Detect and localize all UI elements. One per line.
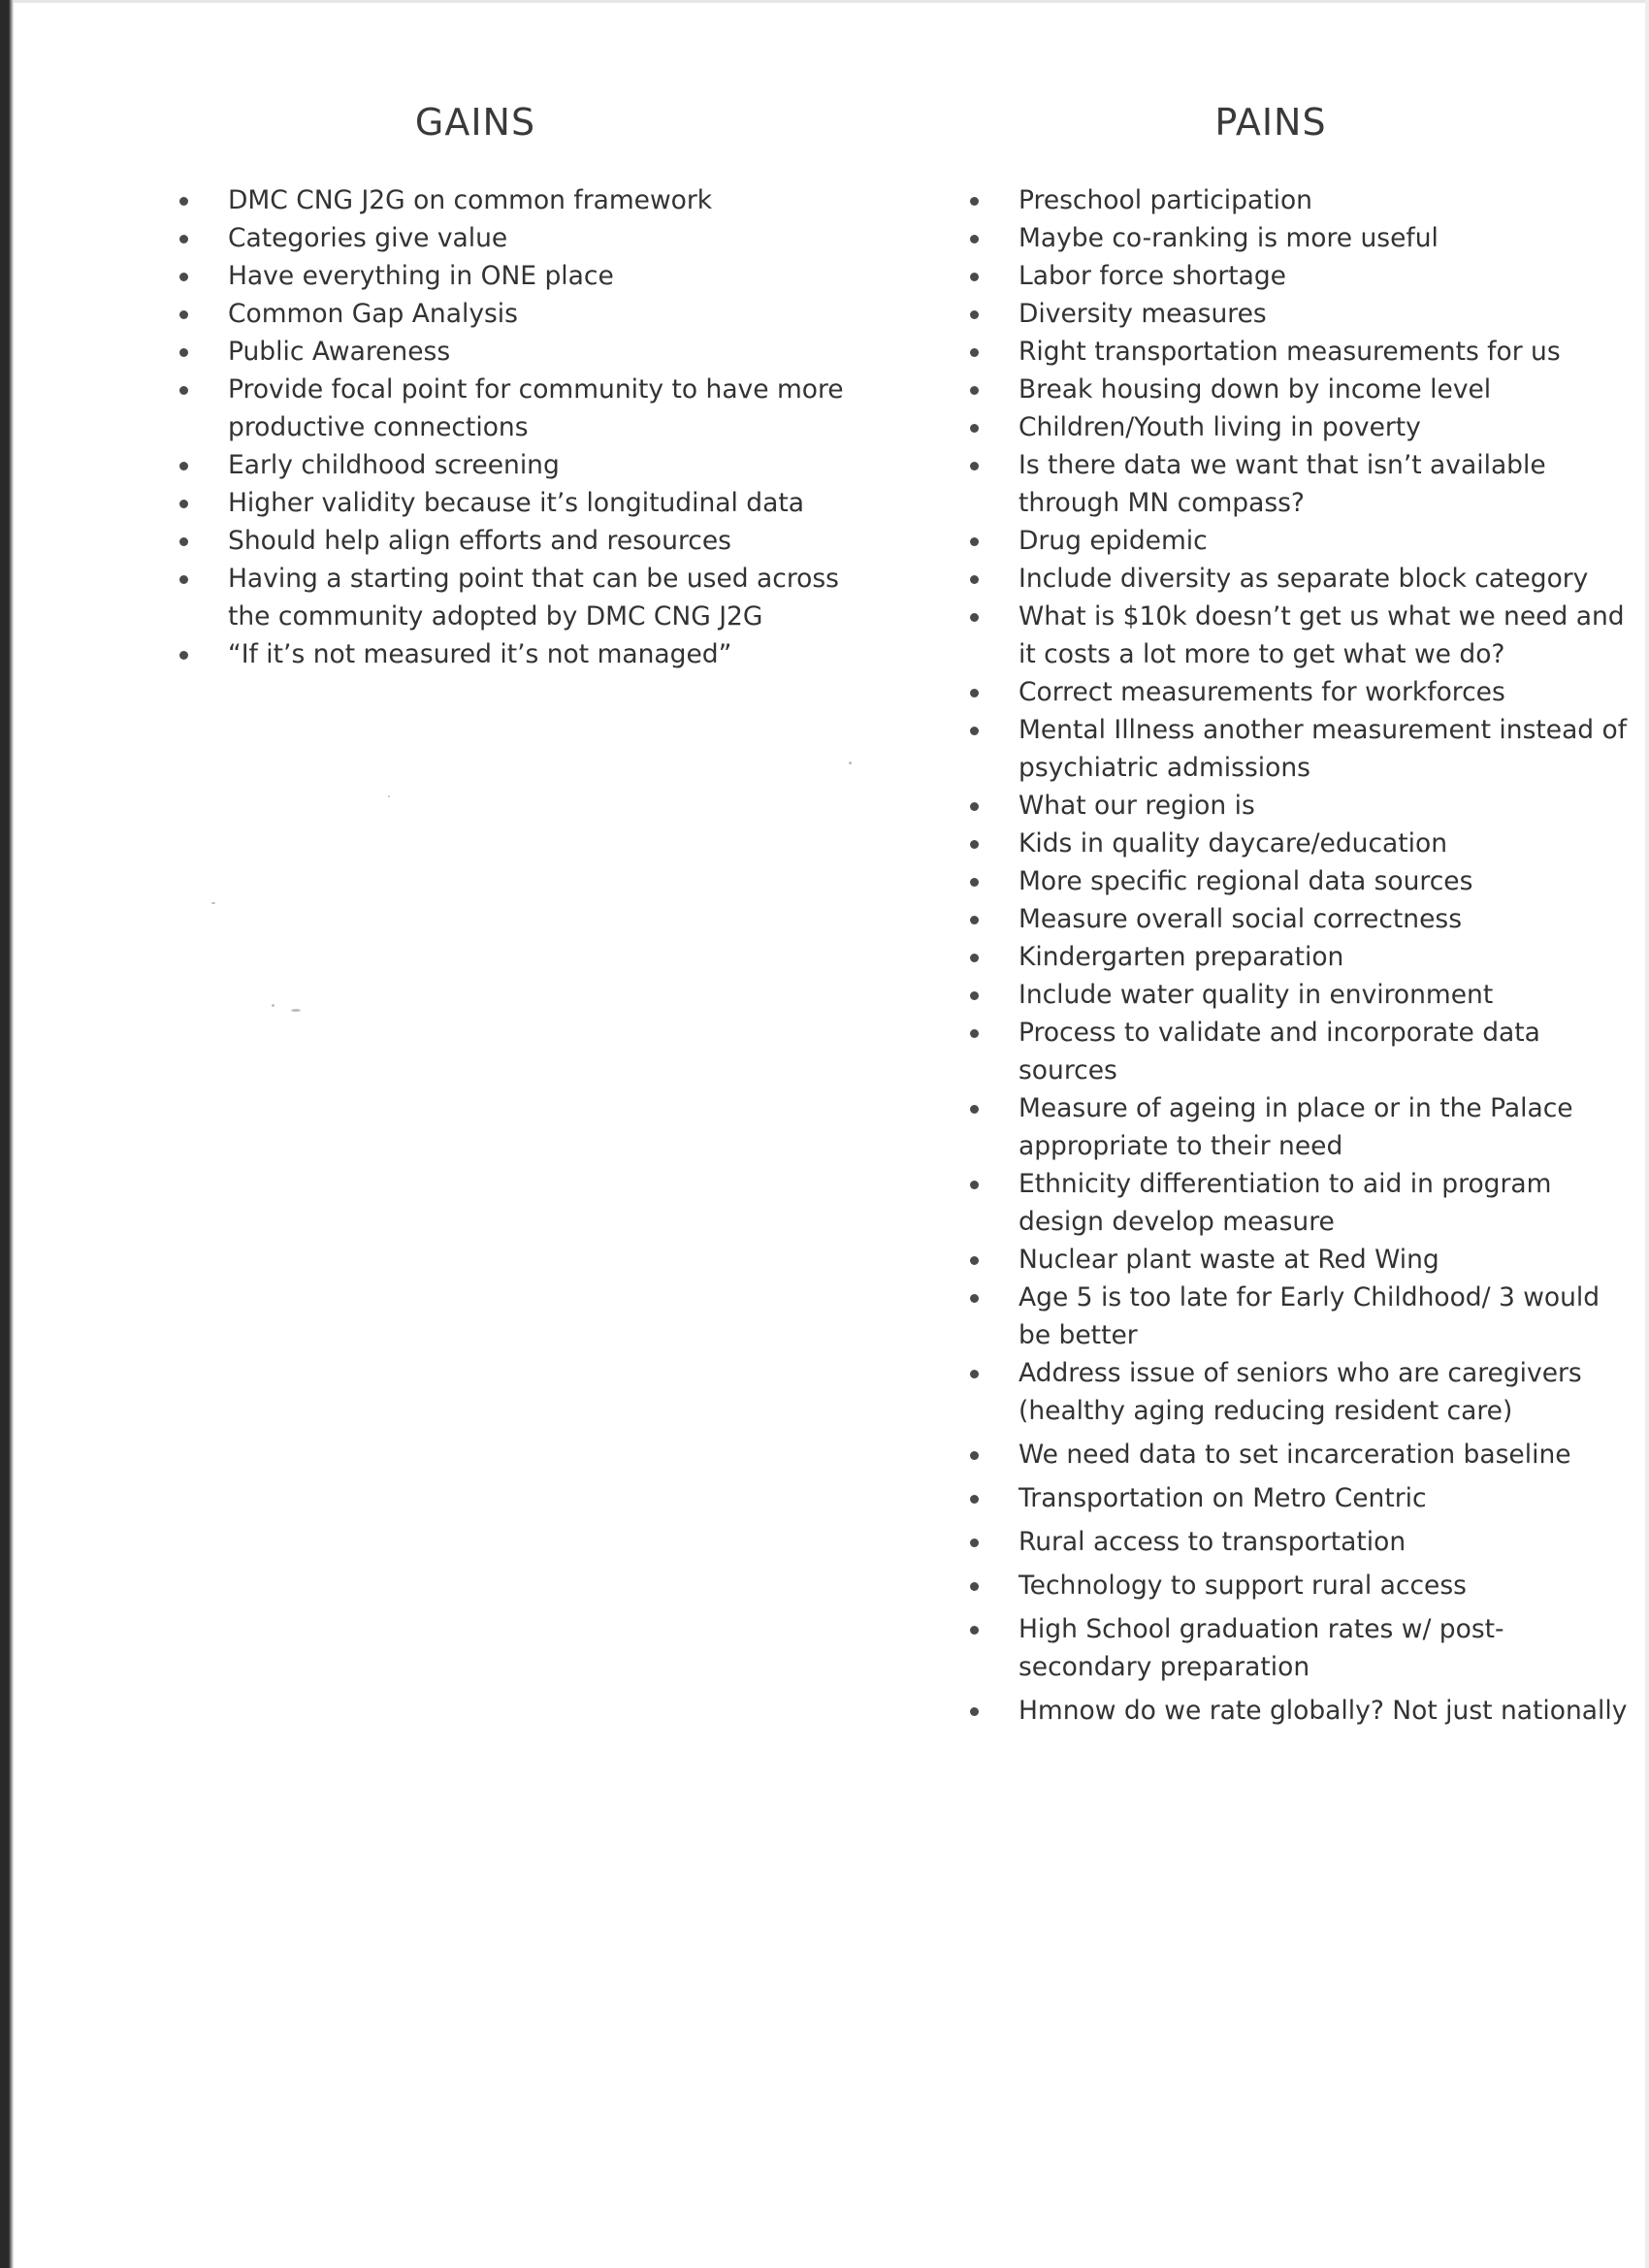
list-item [955,598,1634,673]
list-item [955,257,1634,295]
bullet-icon [970,386,979,395]
bullet-icon [970,689,979,697]
bullet-icon [970,273,979,281]
list-item-text: Public Awareness [228,337,451,367]
bullet-icon [970,424,979,433]
bullet-icon [179,500,188,508]
bullet-icon [179,310,188,319]
list-item-text: Hmnow do we rate globally? Not just nationally [1018,1696,1628,1726]
list-item [955,219,1634,257]
list-item-text: Age 5 is too late for Early Childhood/ 3 would be better [1018,1282,1600,1350]
list-item [955,408,1634,446]
bullet-icon [970,991,979,1000]
list-item [955,371,1634,408]
bullet-icon [970,802,979,811]
list-item [955,900,1634,938]
list-item [955,1567,1634,1604]
bullet-icon [179,575,188,584]
bullet-icon [179,537,188,546]
list-item [955,673,1634,711]
gains-list [165,181,844,673]
list-item-text: Labor force shortage [1018,261,1286,291]
scan-speck [849,761,852,764]
bullet-icon [970,1451,979,1460]
list-item-text: Kindergarten preparation [1018,942,1344,972]
bullet-icon [179,197,188,206]
list-item-text: Rural access to transportation [1018,1527,1406,1557]
list-item-text: Early childhood screening [228,450,560,480]
list-item-text: Include water quality in environment [1018,980,1494,1010]
bullet-icon [970,462,979,470]
bullet-icon [179,462,188,470]
bullet-icon [179,235,188,243]
list-item-text: Transportation on Metro Centric [1018,1483,1427,1513]
list-item-text: Address issue of seniors who are caregivers (healthy aging reducing resident care) [1018,1358,1582,1426]
list-item [165,635,844,673]
list-item [955,333,1634,371]
list-item [955,1610,1634,1686]
list-item [955,938,1634,976]
list-item [955,522,1634,560]
scan-edge-top [14,0,1649,3]
list-item-text: Break housing down by income level [1018,374,1492,405]
list-item-text: Right transportation measurements for us [1018,337,1561,367]
list-item-text: Mental Illness another measurement instead of psychiatric admissions [1018,715,1628,783]
pains-heading: PAINS [1214,101,1327,144]
list-item-text: Measure overall social correctness [1018,904,1463,934]
list-item [165,560,844,635]
list-item [165,257,844,295]
list-item [955,295,1634,333]
list-item [955,787,1634,825]
bullet-icon [179,273,188,281]
list-item-text: Technology to support rural access [1018,1571,1467,1601]
gains-heading: GAINS [414,101,536,144]
list-item [955,1279,1634,1354]
list-item [165,446,844,484]
bullet-icon [970,197,979,206]
list-item [955,1165,1634,1241]
bullet-icon [970,575,979,584]
list-item-text: Ethnicity differentiation to aid in program design develop measure [1018,1169,1552,1237]
scan-speck [388,795,390,797]
pains-list [955,181,1634,1730]
scan-speck [272,1004,275,1007]
bullet-icon [970,1707,979,1716]
bullet-icon [970,537,979,546]
list-item [165,484,844,522]
bullet-icon [970,1294,979,1303]
list-item-text: Preschool participation [1018,185,1312,215]
list-item [955,1014,1634,1089]
list-item [955,446,1634,522]
list-item-text: Categories give value [228,223,508,253]
bullet-icon [970,1105,979,1114]
list-item-text: Children/Youth living in poverty [1018,412,1421,442]
bullet-icon [970,840,979,849]
list-item-text: Process to validate and incorporate data sources [1018,1018,1540,1085]
bullet-icon [970,1256,979,1265]
list-item-text: What our region is [1018,791,1255,821]
bullet-icon [970,1539,979,1547]
bullet-icon [970,1181,979,1189]
list-item [165,522,844,560]
list-item-text: High School graduation rates w/ post-secondary preparation [1018,1614,1504,1682]
list-item [955,862,1634,900]
bullet-icon [179,348,188,357]
scan-speck [211,902,215,904]
list-item [165,333,844,371]
list-item-text: Higher validity because it’s longitudinal data [228,488,804,518]
bullet-icon [970,1370,979,1378]
list-item-text: What is $10k doesn’t get us what we need and it costs a lot more to get what we do? [1018,601,1625,669]
list-item-text: We need data to set incarceration baseline [1018,1440,1571,1470]
list-item-text: DMC CNG J2G on common framework [228,185,713,215]
bullet-icon [970,613,979,622]
list-item [955,1479,1634,1517]
bullet-icon [970,954,979,962]
bullet-icon [179,386,188,395]
list-item-text: Is there data we want that isn’t available through MN compass? [1018,450,1546,518]
list-item [955,1692,1634,1730]
list-item [955,711,1634,787]
list-item [165,371,844,446]
list-item-text: Having a starting point that can be used across the community adopted by DMC CNG J2G [228,564,839,632]
list-item [955,1436,1634,1474]
bullet-icon [970,1626,979,1635]
bullet-icon [970,235,979,243]
list-item [165,219,844,257]
list-item-text: More specific regional data sources [1018,866,1473,896]
list-item [955,1089,1634,1165]
list-item [955,1354,1634,1430]
list-item [955,976,1634,1014]
bullet-icon [970,878,979,887]
list-item-text: Have everything in ONE place [228,261,614,291]
scan-speck [291,1009,301,1012]
list-item-text: Correct measurements for workforces [1018,677,1505,707]
list-item-text: Drug epidemic [1018,526,1208,556]
list-item-text: Measure of ageing in place or in the Palace appropriate to their need [1018,1093,1573,1161]
list-item [955,1523,1634,1561]
scan-edge-left [0,0,14,2268]
bullet-icon [970,1495,979,1504]
list-item-text: Diversity measures [1018,299,1267,329]
list-item-text: Common Gap Analysis [228,299,518,329]
list-item-text: Kids in quality daycare/education [1018,828,1448,859]
bullet-icon [970,916,979,924]
list-item [955,181,1634,219]
list-item-text: Should help align efforts and resources [228,526,731,556]
list-item [955,825,1634,862]
bullet-icon [970,1582,979,1591]
bullet-icon [970,727,979,735]
bullet-icon [970,310,979,319]
list-item [165,295,844,333]
bullet-icon [179,651,188,660]
list-item-text: Include diversity as separate block category [1018,564,1589,594]
list-item-text: Provide focal point for community to have more productive connections [228,374,844,442]
scan-edge-right [1645,0,1649,2268]
list-item-text: “If it’s not measured it’s not managed” [228,639,732,669]
bullet-icon [970,1029,979,1038]
list-item [955,560,1634,598]
list-item [955,1241,1634,1279]
list-item-text: Nuclear plant waste at Red Wing [1018,1245,1439,1275]
list-item-text: Maybe co-ranking is more useful [1018,223,1439,253]
bullet-icon [970,348,979,357]
list-item [165,181,844,219]
